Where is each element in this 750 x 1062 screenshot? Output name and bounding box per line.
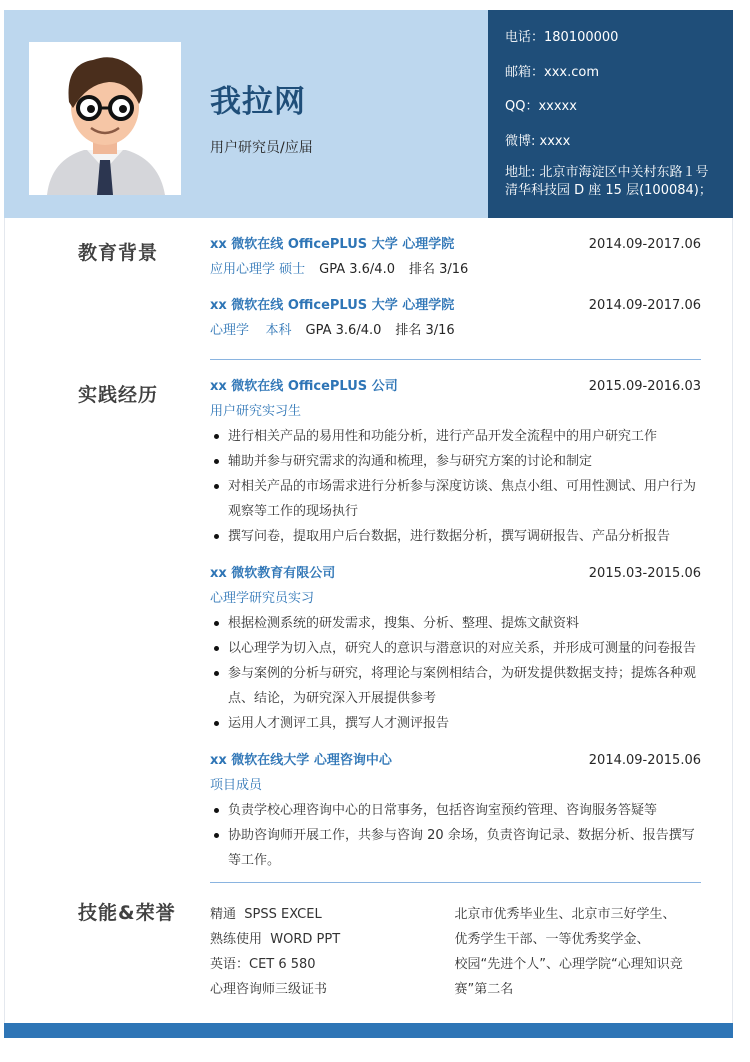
role: 项目成员 [210, 778, 263, 793]
bullet-item: 进行相关产品的易用性和功能分析，进行产品开发全流程中的用户研究工作 [210, 424, 701, 449]
avatar [29, 42, 181, 195]
cartoon-avatar-icon [29, 42, 181, 195]
org-name: xx 微软在线大学 心理咨询中心 [210, 753, 392, 768]
honor-line: 赛”第二名 [454, 982, 514, 997]
school-name: xx 微软在线 OfficePLUS 大学 心理学院 [210, 298, 455, 313]
rank: 排名 3/16 [408, 262, 469, 277]
honor-line: 优秀学生干部、一等优秀奖学金、 [454, 932, 650, 947]
phone: 电话：180100000 [505, 30, 619, 45]
school-name: xx 微软在线 OfficePLUS 大学 心理学院 [210, 237, 455, 252]
footer-bar [4, 1023, 733, 1038]
bullet-item: 以心理学为切入点，研究人的意识与潜意识的对应关系，并形成可测量的问卷报告 [210, 636, 701, 661]
practice-entry [210, 374, 701, 549]
date-range: 2015.09-2016.03 [588, 379, 701, 394]
honors-list [455, 902, 701, 1002]
gpa: GPA 3.6/4.0 [319, 262, 395, 277]
date-range: 2014.09-2015.06 [588, 753, 701, 768]
bullet-item: 运用人才测评工具，撰写人才测评报告 [210, 711, 701, 736]
section-label-practice: 实践经历 [78, 384, 159, 406]
address-line-2: 清华科技园 D 座 15 层(100084)； [505, 183, 712, 198]
address-line-1: 地址: 北京市海淀区中关村东路１号 [505, 165, 709, 180]
skill-item: 心理咨询师三级证书 [210, 982, 328, 997]
org-name: xx 微软在线 OfficePLUS 公司 [210, 379, 398, 394]
honor-line: 校园“先进个人”、心理学院“心理知识竞 [454, 957, 683, 972]
contact-panel [488, 10, 733, 218]
email: 邮箱：xxx.com [505, 64, 599, 80]
role: 心理学研究员实习 [210, 591, 315, 606]
role: 用户研究实习生 [210, 404, 302, 419]
skill-item: 英语：CET 6 580 [210, 957, 316, 972]
bullet-item: 协助咨询师开展工作，共参与咨询 20 余场，负责咨询记录、数据分析、报告撰写等工作。 [210, 823, 701, 873]
bullet-item: 负责学校心理咨询中心的日常事务，包括咨询室预约管理、咨询服务答疑等 [210, 798, 701, 823]
divider [210, 359, 701, 360]
section-label-skills: 技能&荣誉 [78, 902, 176, 924]
date-range: 2014.09-2017.06 [588, 298, 701, 313]
candidate-name: 我拉网 [210, 84, 306, 120]
education-entry [210, 293, 701, 343]
date-range: 2015.03-2015.06 [588, 566, 701, 581]
skills-honors [210, 902, 701, 1002]
weibo: 微博: xxxx [505, 133, 571, 149]
skill-item: 精通 SPSS EXCEL [210, 907, 322, 922]
gpa: GPA 3.6/4.0 [305, 323, 382, 338]
org-name: xx 微软教育有限公司 [210, 566, 336, 581]
bullet-item: 撰写问卷，提取用户后台数据，进行数据分析，撰写调研报告、产品分析报告 [210, 524, 701, 549]
divider [210, 882, 701, 883]
main-content [210, 232, 701, 1002]
practice-entry [210, 748, 701, 873]
practice-entry [210, 561, 701, 736]
bullet-item: 辅助并参与研究需求的沟通和梳理，参与研究方案的讨论和制定 [210, 449, 701, 474]
major: 心理学 本科 [210, 323, 292, 338]
job-title: 用户研究员/应届 [210, 140, 313, 156]
major: 应用心理学 硕士 [210, 262, 306, 277]
bullet-item: 参与案例的分析与研究，将理论与案例相结合，为研发提供数据支持；提炼各种观点、结论，为研究深入开展提供参考 [210, 661, 701, 711]
qq: QQ：xxxxx [505, 99, 577, 114]
skill-item: 熟练使用 WORD PPT [210, 932, 341, 947]
skills-list [210, 902, 455, 1002]
bullet-item: 对相关产品的市场需求进行分析参与深度访谈、焦点小组、可用性测试、用户行为观察等工作的现场执行 [210, 474, 701, 524]
bullet-item: 根据检测系统的研发需求，搜集、分析、整理、提炼文献资料 [210, 611, 701, 636]
honor-line: 北京市优秀毕业生、北京市三好学生、 [454, 907, 676, 922]
rank: 排名 3/16 [395, 323, 455, 338]
education-entry [210, 232, 701, 282]
section-label-education: 教育背景 [78, 242, 159, 264]
date-range: 2014.09-2017.06 [588, 237, 701, 252]
